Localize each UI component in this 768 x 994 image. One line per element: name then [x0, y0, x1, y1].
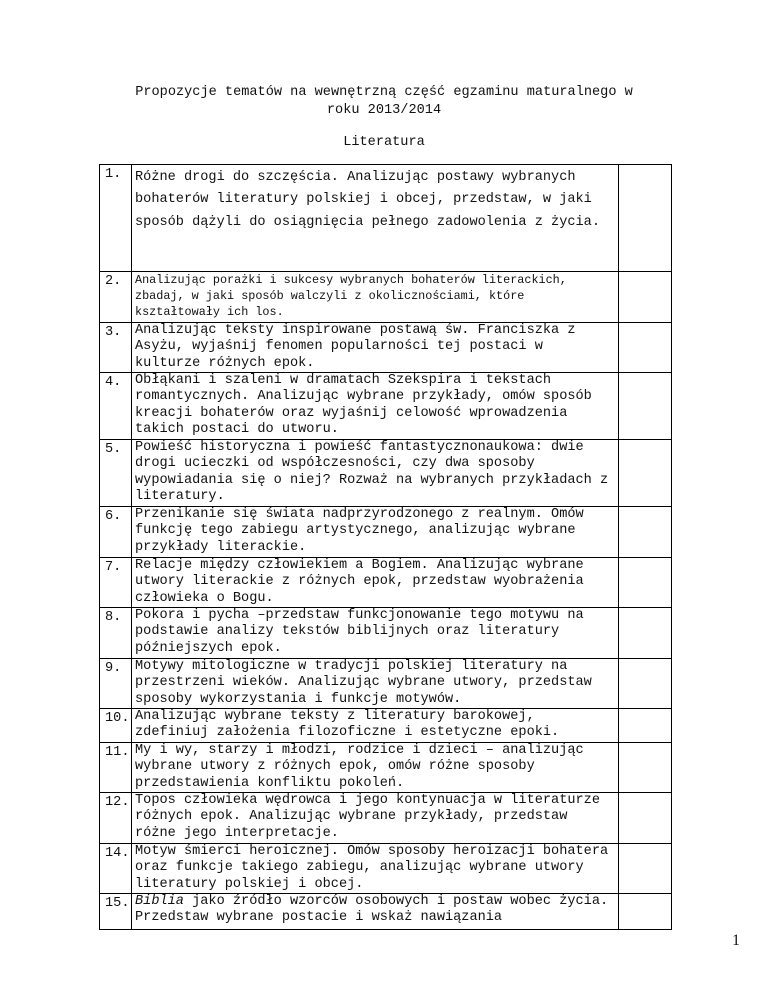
topic-number: 15. [100, 894, 132, 930]
topic-text: Analizując teksty inspirowane postawą św. Franciszka z Asyżu, wyjaśnij fenomen popularności tej postaci w kulturze różnych epok. [132, 323, 619, 373]
empty-cell [619, 507, 672, 558]
table-row [100, 323, 672, 373]
empty-cell [619, 558, 672, 608]
table-row [100, 373, 672, 440]
italic-title: Biblia [135, 894, 184, 909]
table-row [100, 793, 672, 844]
topic-number: 7. [100, 558, 132, 608]
empty-cell [619, 165, 672, 272]
table-row [100, 844, 672, 894]
table-row [100, 659, 672, 709]
topic-text: Powieść historyczna i powieść fantastycznonaukowa: dwie drogi ucieczki od współczesności, czy dwa sposoby wypowiadania się o niej? Rozważ na wybranych przykładach z literatury. [132, 440, 619, 507]
empty-cell [619, 373, 672, 440]
topic-number: 6. [100, 507, 132, 558]
table-row [100, 440, 672, 507]
topic-number: 2. [100, 272, 132, 323]
table-row [100, 165, 672, 272]
table-row [100, 272, 672, 323]
topics-table [99, 164, 672, 930]
topic-number: 8. [100, 608, 132, 659]
empty-cell [619, 709, 672, 743]
topic-number: 14. [100, 844, 132, 894]
empty-cell [619, 272, 672, 323]
topic-text: Przenikanie się świata nadprzyrodzonego z realnym. Omów funkcję tego zabiegu artystycznego, analizując wybrane przykłady literackie. [132, 507, 619, 558]
topic-text: My i wy, starzy i młodzi, rodzice i dzieci – analizując wybrane utwory z różnych epok, omów różne sposoby przedstawienia konfliktu pokoleń. [132, 743, 619, 793]
topic-text: Pokora i pycha –przedstaw funkcjonowanie tego motywu na podstawie analizy tekstów biblijnych oraz literatury późniejszych epok. [132, 608, 619, 659]
topic-number: 4. [100, 373, 132, 440]
empty-cell [619, 440, 672, 507]
document-title-line-2: roku 2013/2014 [326, 103, 442, 118]
table-row [100, 743, 672, 793]
table-row [100, 507, 672, 558]
topic-number: 9. [100, 659, 132, 709]
topic-number: 1. [100, 165, 132, 272]
page-number: 1 [732, 932, 740, 949]
empty-cell [619, 894, 672, 930]
empty-cell [619, 793, 672, 844]
topic-number: 3. [100, 323, 132, 373]
table-row [100, 558, 672, 608]
empty-cell [619, 608, 672, 659]
topic-number: 12. [100, 793, 132, 844]
empty-cell [619, 844, 672, 894]
table-row [100, 709, 672, 743]
table-row [100, 608, 672, 659]
section-heading: Literatura [343, 135, 425, 150]
empty-cell [619, 323, 672, 373]
topic-text: Topos człowieka wędrowca i jego kontynuacja w literaturze różnych epok. Analizując wybrane przykłady, przedstaw różne jego interpretacje. [132, 793, 619, 844]
topic-text: Różne drogi do szczęścia. Analizując postawy wybranych bohaterów literatury polskiej i obcej, przedstaw, w jaki sposób dążyli do osiągnięcia pełnego zadowolenia z życia. [132, 165, 619, 272]
topic-number: 10. [100, 709, 132, 743]
empty-cell [619, 659, 672, 709]
topic-text: Analizując porażki i sukcesy wybranych bohaterów literackich, zbadaj, w jaki sposób walczyli z okolicznościami, które kształtowały ich los. [132, 272, 619, 323]
topic-text: Obłąkani i szaleni w dramatach Szekspira i tekstach romantycznych. Analizując wybrane przykłady, omów sposób kreacji bohaterów oraz wyjaśnij celowość wprowadzenia takich postaci do utworu. [132, 373, 619, 440]
topic-text-rest: jako źródło wzorców osobowych i postaw wobec życia. Przedstaw wybrane postacie i wskaż nawiązania [135, 894, 609, 926]
table-row [100, 894, 672, 930]
document-title-line-1: Propozycje tematów na wewnętrzną część egzaminu maturalnego w [135, 85, 633, 100]
empty-cell [619, 743, 672, 793]
topic-text: Relacje między człowiekiem a Bogiem. Analizując wybrane utwory literackie z różnych epok, przedstaw wyobrażenia człowieka o Bogu. [132, 558, 619, 608]
topic-number: 5. [100, 440, 132, 507]
topic-number: 11. [100, 743, 132, 793]
topic-text: Motywy mitologiczne w tradycji polskiej literatury na przestrzeni wieków. Analizując wybrane utwory, przedstaw sposoby wykorzystania i funkcje motywów. [132, 659, 619, 709]
topic-text [132, 894, 619, 930]
topic-text: Motyw śmierci heroicznej. Omów sposoby heroizacji bohatera oraz funkcje takiego zabiegu, analizując wybrane utwory literatury polskiej i obcej. [132, 844, 619, 894]
topic-text: Analizując wybrane teksty z literatury barokowej, zdefiniuj założenia filozoficzne i estetyczne epoki. [132, 709, 619, 743]
